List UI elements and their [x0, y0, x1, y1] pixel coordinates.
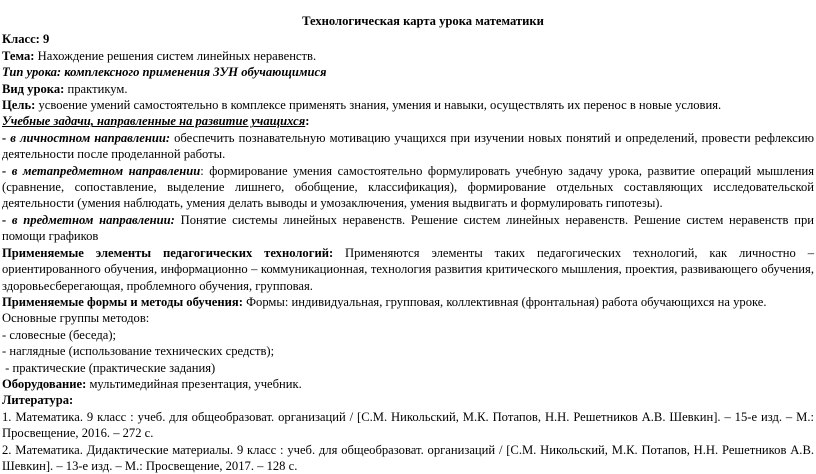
task-subject-text: Понятие системы линейных неравенств. Решение систем линейных неравенств. Решение систем неравенств при помощи графиков [2, 212, 815, 244]
topic-label: Тема: [2, 48, 35, 63]
goal-text: усвоение умений самостоятельно в комплексе применять знания, умения и навыки, осуществлять их перенос в новые условия. [35, 98, 722, 113]
methods-item: - словесные (беседа); [2, 327, 117, 342]
tasks-heading-text: Учебные задачи, направленные на развитие учащихся [2, 114, 306, 129]
task-personal-label: - в личностном направлении: [2, 130, 171, 145]
technologies-text: Применяются элементы таких педагогических технологий, как личностно – ориентированного обучения, информационно – коммуникационная, технология развития критического мышления, проектия, развивающего обучения, здоровьесберегающая, проблемного обучения, групповая. [2, 245, 814, 293]
task-metasubject [2, 163, 814, 212]
goal-line [2, 97, 814, 113]
tasks-heading [2, 113, 814, 129]
lesson-type-line: Тип урока: комплексного применения ЗУН обучающимися [2, 65, 327, 80]
task-personal-text: обеспечить познавательную мотивацию учащихся при изучении новых понятий и определений, провести рефлексию деятельности после проделанной работы. [2, 130, 814, 162]
methods-item: - наглядные (использование технических средств); [2, 344, 275, 359]
technologies-label: Применяемые элементы педагогических технологий: [2, 245, 334, 260]
task-metasubject-colon: : [200, 163, 204, 178]
lesson-kind-line [2, 81, 814, 97]
task-personal [2, 130, 814, 163]
literature-item: 2. Математика. Дидактические материалы. 9 класс : учеб. для общеобразоват. организаций / [С.М. Никольский, М.К. Потапов, Н.Н. Решетников А.В. Шевкин]. – 13-е изд. – М.: Просвещение, 2017. – 128 с. [2, 442, 814, 473]
task-metasubject-text: формирование умения самостоятельно формулировать учебную задачу урока, развитие операций мышления (сравнение, сопоставление, выделение лишнего, обобщение, классификация), формирование отдельных составляющих исследовательской деятельности (умения наблюдать, умения делать выводы и умозаключения, умения выдвигать и формулировать гипотезы). [2, 163, 814, 211]
task-subject-label: - в предметном направлении: [2, 212, 175, 227]
task-subject [2, 212, 814, 245]
goal-label: Цель: [2, 98, 36, 113]
literature-item: 1. Математика. 9 класс : учеб. для общеобразоват. организаций / [С.М. Никольский, М.К. Потапов, Н.Н. Решетников А.В. Шевкин]. – 15-е изд. – М.: Просвещение, 2016. – 272 с. [2, 409, 814, 441]
topic-line [2, 48, 814, 64]
methods-item: - практические (практические задания) [2, 360, 216, 375]
literature-heading: Литература: [2, 393, 74, 408]
equipment-label: Оборудование: [2, 376, 87, 391]
document-title: Технологическая карта урока математики [302, 14, 544, 28]
forms-line [2, 294, 814, 310]
lesson-kind-text: практикум. [64, 81, 128, 96]
technologies-paragraph [2, 245, 814, 294]
class-line: Класс: 9 [2, 32, 50, 47]
equipment-line [2, 376, 814, 392]
lesson-kind-label: Вид урока: [2, 81, 65, 96]
forms-label: Применяемые формы и методы обучения: [2, 294, 243, 309]
forms-text: Формы: индивидуальная, групповая, коллективная (фронтальная) работа обучающихся на уроке. [242, 294, 767, 309]
tasks-heading-colon: : [305, 114, 310, 129]
task-metasubject-label: - в метапредметном направлении [2, 163, 201, 178]
equipment-text: мультимедийная презентация, учебник. [86, 376, 302, 391]
methods-heading: Основные группы методов: [2, 311, 150, 326]
topic-text: Нахождение решения систем линейных неравенств. [34, 48, 317, 63]
